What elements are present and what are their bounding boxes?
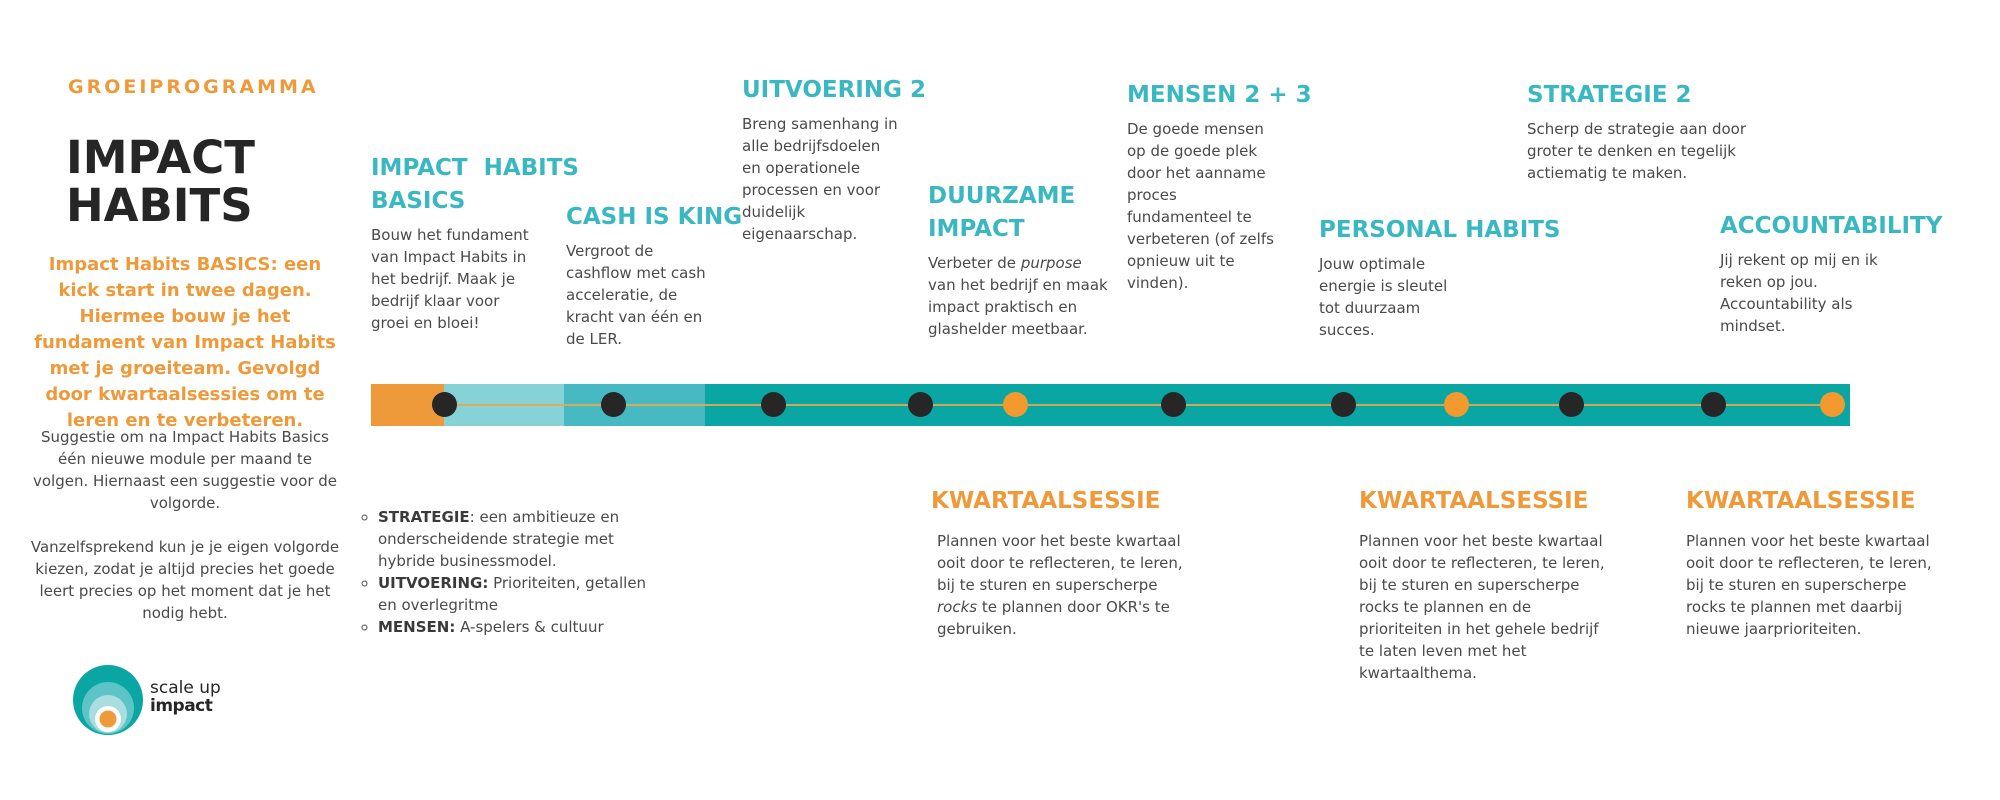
session-description: Plannen voor het beste kwartaal ooit door te reflecteren, te leren, bij te sturen en superscherpe rocks te plannen en de prioriteiten in het gehele bedrijf te laten leven met het kwartaalthema. — [1359, 532, 1605, 682]
module-title: MENSEN 2 + 3 — [1127, 82, 1312, 108]
module-title: ACCOUNTABILITY — [1720, 213, 1943, 239]
session-title: KWARTAALSESSIE — [1686, 488, 1916, 514]
module-accountability — [1720, 210, 1960, 337]
timeline-dot-cash — [601, 392, 626, 417]
timeline-dot-basics — [432, 392, 457, 417]
module-description: Vergroot de cashflow met cash acceleratie, de kracht van één en de LER. — [566, 242, 706, 348]
module-title-line-1: IMPACT HABITS — [371, 155, 579, 181]
module-description: De goede mensen op de goede plek door het aanname proces fundamenteel te verbeteren (of zelfs opnieuw uit te vinden). — [1127, 120, 1274, 292]
logo-line-1: scale up — [150, 678, 221, 698]
module-title: CASH IS KING — [566, 204, 743, 230]
kwartaalsessie-2 — [1359, 485, 1619, 684]
module-title-line-2: BASICS — [371, 188, 466, 214]
timeline-dot-uitvoering — [761, 392, 786, 417]
list-item: ◦ MENSEN: A-spelers & cultuur — [378, 616, 658, 638]
module-uitvoering-2 — [742, 74, 942, 245]
module-description: Bouw het fundament van Impact Habits in het bedrijf. Maak je bedrijf klaar voor groei en bloei! — [371, 226, 529, 332]
module-title-line-2: IMPACT — [928, 216, 1025, 242]
module-duurzame-impact — [928, 180, 1128, 340]
title-line-2: HABITS — [66, 179, 253, 232]
timeline-dot-mensen — [1161, 392, 1186, 417]
title-line-1: IMPACT — [66, 131, 255, 184]
timeline-line — [444, 404, 1832, 406]
timeline-dot-kwartaalsessie-3 — [1820, 392, 1845, 417]
logo-line-2: impact — [150, 696, 213, 716]
session-description: Plannen voor het beste kwartaal ooit door te reflecteren, te leren, bij te sturen en superscherpe rocks te plannen door OKR's te gebruiken. — [937, 532, 1183, 638]
suggestion-text: Suggestie om na Impact Habits Basics één nieuwe module per maand te volgen. Hiernaast een suggestie voor de volgorde. — [32, 428, 338, 512]
module-description: Jouw optimale energie is sleutel tot duurzaam succes. — [1319, 255, 1448, 339]
page-title — [66, 131, 366, 232]
timeline-dot-kwartaalsessie-2 — [1444, 392, 1469, 417]
module-title-line-1: DUURZAME — [928, 183, 1076, 209]
intro-text: Impact Habits BASICS: een kick start in twee dagen. Hiermee bouw je het fundament van Impact Habits met je groeiteam. Gevolgd door kwartaalsessies om te leren en te verbeteren. — [34, 254, 336, 431]
own-order-text: Vanzelfsprekend kun je je eigen volgorde kiezen, zodat je altijd precies het goede leert precies op het moment dat je het nodig hebt. — [30, 538, 340, 622]
module-cash-is-king — [566, 201, 746, 350]
session-title: KWARTAALSESSIE — [931, 488, 1161, 514]
list-item: ◦ UITVOERING: Prioriteiten, getallen en overlegritme — [378, 572, 658, 616]
program-eyebrow: GROEIPROGRAMMA — [68, 76, 319, 98]
module-description: Verbeter de purpose van het bedrijf en maak impact praktisch en glashelder meetbaar. — [928, 254, 1108, 338]
timeline-dot-duurzame — [908, 392, 933, 417]
basics-topics-list — [360, 506, 658, 638]
kwartaalsessie-3 — [1686, 485, 1956, 640]
session-description: Plannen voor het beste kwartaal ooit door te reflecteren, te leren, bij te sturen en superscherpe rocks te plannen met daarbij nieuwe jaarprioriteiten. — [1686, 532, 1932, 638]
module-title: UITVOERING 2 — [742, 77, 926, 103]
session-title: KWARTAALSESSIE — [1359, 488, 1589, 514]
module-description: Scherp de strategie aan door groter te denken en tegelijk actiematig te maken. — [1527, 120, 1747, 182]
module-title — [371, 152, 579, 218]
module-mensen-2-3 — [1127, 79, 1327, 294]
module-title: PERSONAL HABITS — [1319, 217, 1561, 243]
module-strategie-2 — [1527, 79, 1767, 184]
timeline-dot-strategie — [1559, 392, 1584, 417]
logo-wordmark — [150, 679, 221, 715]
kwartaalsessie-1 — [931, 485, 1191, 640]
module-description: Breng samenhang in alle bedrijfsdoelen en operationele processen en voor duidelijk eigenaarschap. — [742, 115, 898, 243]
module-personal-habits — [1319, 214, 1579, 341]
timeline-dot-accountability — [1701, 392, 1726, 417]
module-title: STRATEGIE 2 — [1527, 82, 1692, 108]
module-impact-habits-basics — [371, 152, 579, 334]
timeline-dot-kwartaalsessie-1 — [1003, 392, 1028, 417]
scale-up-impact-logo-icon — [72, 664, 144, 736]
module-title — [928, 180, 1128, 246]
timeline-dot-personal — [1331, 392, 1356, 417]
module-description: Jij rekent op mij en ik reken op jou. Accountability als mindset. — [1720, 251, 1878, 335]
list-item: ◦ STRATEGIE: een ambitieuze en onderscheidende strategie met hybride businessmodel. — [378, 506, 658, 572]
